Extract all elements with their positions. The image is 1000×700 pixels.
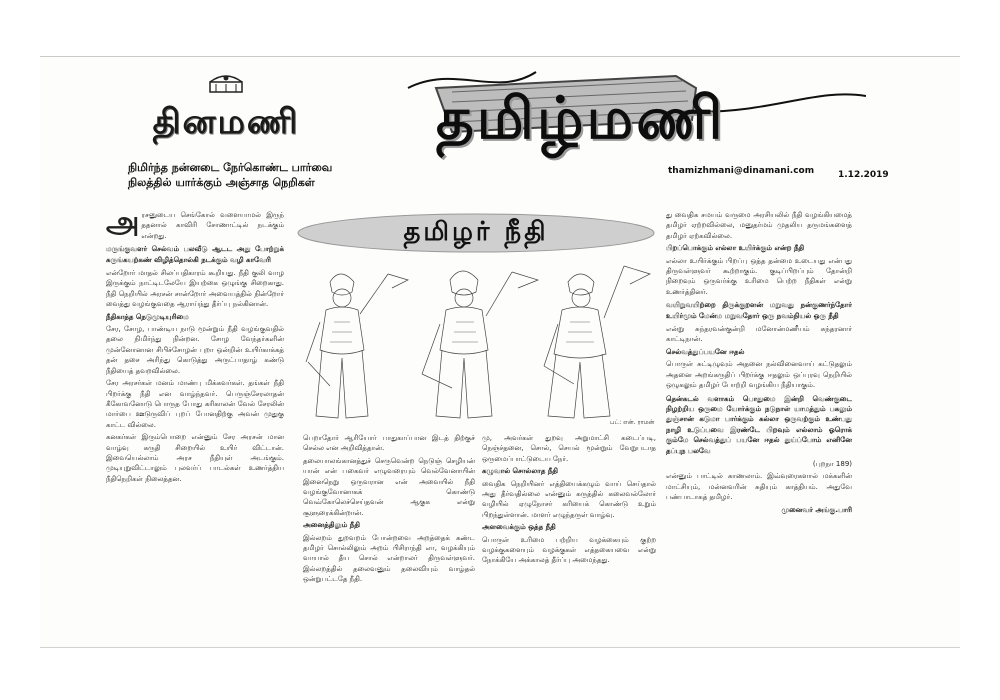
subheading: செல்வத்துப்பயனே ஈதல்	[666, 347, 745, 356]
paragraph: இல்லறம் துறவறம் போன்றவை அறத்தைக் கண்ட தமிழர் சொல்லிலும் அறம் பிசிராந்தி எா, வழக்கியும் வாயால் தீய சொல் என்றாலா் திருவள்ளுவர். இல்லறத்தில் தலைவனும் தலைவியும் வாழ்தல் ஒன்றுபட்டதே நீதி.	[303, 533, 475, 584]
section-title: தமிழ்மணி	[436, 84, 726, 152]
paragraph: மு, அவர்கள் துறவு அறுமாட்சி கடைப்படி, நெஞ்ச்தனை, சொல், செயல் மூன்றும் வேறுபடாத ஒருமைப்பாட்டுடைய நேர்.	[482, 434, 656, 463]
paragraph: பொருள் உரிமை பற்றிய வழக்கையும் குற்ற வழக்குகளையும் வழக்குகள் எத்தகையவை என்று நோக்கியே அக்காலத் தீர்ப்பு அமைந்தது.	[482, 535, 656, 565]
tagline	[128, 160, 388, 190]
paragraph: பொருள் சுட்டிழுவும் அதனை நல்வினைவாய் கட்டுதலும் அதனை அறங்கருதிப் பிறர்க்கு ஈதலும் ஒப்புரவு நெறியில் ஒழுகலும் தமிழர் போற்றி வழங்கிய நீதியாகும்.	[666, 360, 852, 390]
king-figure-right	[544, 266, 650, 418]
article-column-1	[106, 210, 284, 650]
lead-text: ரசனுடைய செங்கோல் வளையாமல் இருந் ததனால் காவிரி சோணாட்டில் நடக்கும் என்றது.	[141, 211, 284, 240]
paragraph: எல்லா உயிர்க்கும் பிறப்பு ஒத்த தன்மை உடையது என்பது திருவள்ளுவர் கூற்றாகும். குடிப்பிறப்பும் தோன்றி நிறைவும் ஒருவர்க்கு உரிமை பெற்ற நீதிகள் என்று உணர்த்தினர்.	[666, 256, 852, 296]
brand-name: தினமணி	[152, 102, 300, 142]
paragraph: என்னும் பாட்டில் காணலாம். இவ்வுரைகளால் மக்களின் மாட்சியும், மன்னவரின் சுதியும் காத்தியம். அதுவே பண்பாடாகத் தமிழர்.	[666, 472, 852, 502]
article-title-banner	[296, 212, 656, 254]
paragraph: சேர, சோழ, பாண்டிய நாடு மூன்றும் நீதி வழங்குவதில் தலை நிமிர்ந்து நின்றன. சோழ வேந்தர்களின் முன்னோனான சிபிச்சோழன் புறா ஒன்றின் உயிர்காக்கத் தன் தசை அரிந்து கொடுத்து அருட்பாதாழ் கண்டு நீதியைத் தவறவில்லை.	[106, 325, 284, 375]
subheading: கழுவால் சொல்லாத நீதி	[482, 467, 559, 476]
paragraph: வைதிக நெறியினர் எத்தியைக்கழும் வாய் செய்தால் அது தீர்வதில்லை என்னும் கருத்தில் கலைவல்லோர் வழியில் ஏழுநோசர் கரியைக் கொண்டு உறும் பிறந்துள்ளான். மாளர் எழுந்தருள் வாழ்வு.	[482, 479, 656, 519]
lead-paragraph	[106, 210, 284, 241]
paragraph: து வைதிக சமயம் வருமை அரசியலில் நீதி வழங்கியமைத் தமிழர் ஏற்றவில்லை, மனுதர்மம் முதலிய தருமங்களைத் தமிழர் ஏற்கவில்லை.	[666, 211, 852, 240]
drop-cap: அ	[106, 210, 140, 240]
author-byline: முனைவர் அங்கு.பாரி	[781, 505, 852, 514]
article-column-2	[303, 433, 475, 648]
brand-block	[126, 72, 326, 142]
subheading: பிறப்பொக்கும் எல்லா உயிர்க்கும் என்ற நீதி	[666, 244, 805, 253]
verse-quote: மருங்குவளர் செல்வம் பலவீடு ஆடட அது போற்றுக் கருங்கயற்கண் விழித்தொல்கி நடக்கும் வழி காவேரி	[106, 245, 284, 264]
illustration-credit: பட்: என். ராமன்	[610, 419, 655, 426]
verse-quote: வயிறுவயிற்றை திருக்குறளன் மறுவது நன்குணர்ந்தோர் உயிர்மும் மேன்ம மறுவதோர் ஒரு நவம்நியல் ஒரு நீதி	[666, 301, 852, 320]
subheading: அனைத்திலும் நீதி	[303, 521, 360, 530]
kings-illustration	[300, 252, 660, 430]
verse-quote: தென்கடல் வளாகம் பொதுமை இன்றி வெண்குடை நிழற்றிய ஒருமை யோர்க்கும் நடுநாள் யாமத்தும் பகலும் துஞ்சான் கடுமா பார்க்கும் கல்லா ஒருவற்கும் உண்பது நாழி உடுப்பவை இரண்டே பிறவும் எல்லாம் ஓரொக் கும்மே செல்வத்துப் பயனே ஈதல் துய்ப்போம் எனினே தப்புந பலவே	[666, 394, 852, 455]
subheading: நீதிகாத்த நெடுமுடியுரிமை	[106, 312, 189, 321]
king-figure-left	[306, 274, 408, 418]
verse-citation: (புறநா 189)	[812, 459, 852, 468]
paragraph: சேர அரசர்கள் மனம் மாண்பு மிக்கவர்கள். தங்கள் நீதி பிறர்க்கு நீதி என வாழ்ந்தவர். பெருஞ்சேரலாதன் கீகோவனோடு பொருத போது கரிகாலன் வேல் சேரலின் மார்பை ஊடுருவிப் புறப் போனதிற்கு அவன் முதுகு காட்ட வில்லை.	[106, 379, 284, 429]
subheading: அளவைக்கும் ஒத்த நீதி	[482, 523, 556, 532]
article-column-3	[482, 433, 656, 648]
paragraph: என்றோர் மாதல் சிலப்பதிகாரம் கூறியது. நீதி குலி வாழ இருக்கும் நாட்டிடலேயே இயற்கை ஒழுங்கு சிறைகாது. நீதி நெறியில் அரசன் சான்றோர் அவையத்தில் நின்றோர் வைத்து வழங்குவதை ஆராய்ந்து தீர்ப்பு நல்கினான்.	[106, 269, 284, 309]
three-kings-drawing	[300, 252, 660, 430]
issue-date: 1.12.2019	[838, 170, 889, 180]
article-column-4	[666, 210, 852, 650]
tagline-line-1: நிமிர்ந்த நன்னடை நேர்கொண்ட பார்வை	[128, 161, 333, 174]
paragraph: கனகர்கள் இரும்பொறை என்னும் சேர அரசன் மான வாழ்வு கருதி சிறையில் உயிர் விட்டான். இவையெல்லாம் அரச நீதியுள் அடங்கும். முடியுறுவிட்டாலும் புலவர்ப் பாடல்கள் உணர்த்திய நீதிநெறிகள் நிலைத்தன.	[106, 433, 284, 483]
article-title: தமிழர் நீதி	[403, 217, 549, 247]
king-figure-center	[422, 271, 538, 418]
contact-email: thamizhmani@dinamani.com	[668, 166, 815, 176]
paragraph: என்று சுந்தரவன்குன்றி மனோன்மணீயம் சுந்தரனார் காட்டிநான்.	[666, 325, 852, 344]
paragraph: தலையாலங்கானத்துச் செருவென்ற நெடுஞ் செழியன் யான் என் பகைவர் எழுவரையும் வெல்வேனாயின் இனைநெறு ஒருவரான என் அவையில் நீதி வழங்குவோனாகக் கொண்டு வெவ்கோலெச்செய்தவன் ஆகுக என்று சூளுரைக்கின்றான்.	[303, 456, 475, 517]
tagline-line-2: நிலத்தில் யார்க்கும் அஞ்சாத நெறிகள்	[128, 176, 315, 189]
emblem-icon	[196, 72, 256, 96]
paragraph: பெறாதோர் ஆரியோர் பாதுகாப்பான இடத் திற்குச் செல்ல என அறிவித்தான்.	[303, 434, 475, 453]
